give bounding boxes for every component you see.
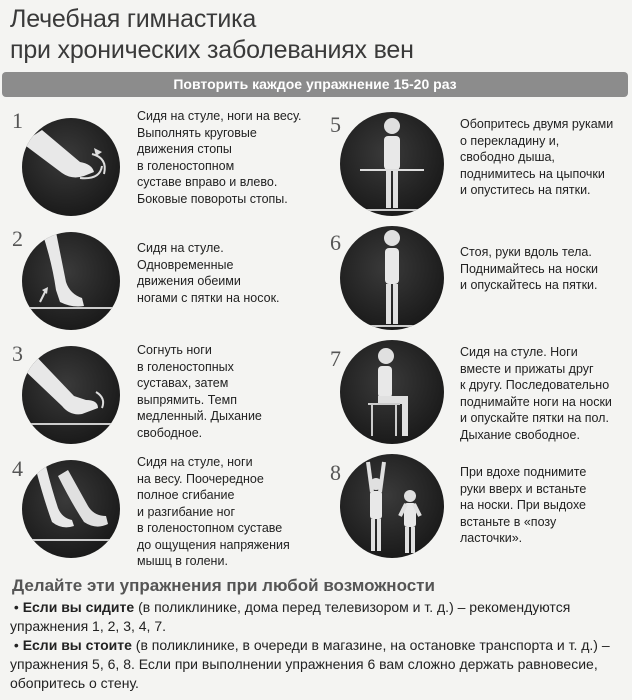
sitting-text: (в поликлинике, дома перед телевизором и т. д.) – рекомендуются упражнения 1, 2, 3, 4, 7.: [10, 599, 571, 634]
title-line-2: при хронических заболеваниях вен: [10, 36, 414, 64]
arms-up-swallow-icon: [340, 454, 444, 558]
standing-label: Если вы стоите: [22, 637, 132, 653]
exercise-6-illustration: [340, 226, 444, 330]
exercise-1-illustration: [22, 118, 120, 216]
exercise-8-text: При вдохе поднимите руки вверх и встаньте на носки. При выдохе встаньте в «позу ласточки».: [460, 465, 587, 545]
standing-rise-icon: [340, 226, 444, 330]
exercise-2-number: 2: [12, 226, 23, 251]
sitting-recommendation: [10, 598, 625, 636]
exercise-1-text: Сидя на стуле, ноги на весу. Выполнять круговые движения стопы в голеностопном суставе вправо и влево. Боковые повороты стопы.: [137, 109, 302, 206]
foot-rotation-icon: [22, 118, 120, 216]
tiptoe-bar-icon: [340, 112, 444, 216]
exercise-4-number: 4: [12, 456, 23, 481]
standing-bullet: •: [13, 637, 19, 653]
seated-toe-raise-icon: [340, 340, 444, 444]
exercise-8-illustration: [340, 454, 444, 558]
exercise-6-text: Стоя, руки вдоль тела. Поднимайтесь на носки и опускайтесь на пятки.: [460, 245, 599, 292]
page-title: [10, 4, 622, 66]
bottom-heading: Делайте эти упражнения при любой возможности: [12, 576, 435, 595]
exercise-6-number: 6: [330, 230, 341, 255]
exercise-5-illustration: [340, 112, 444, 216]
exercise-8-number: 8: [330, 460, 341, 485]
standing-recommendation: [10, 636, 625, 693]
exercise-5-number: 5: [330, 112, 341, 137]
exercise-4-text: Сидя на стуле, ноги на весу. Поочередное полное сгибание и разгибание ног в голеностопном суставе до ощущения напряжения мышц в голени.: [137, 455, 290, 568]
alternating-flex-icon: [22, 460, 120, 558]
exercise-7-text: Сидя на стуле. Ноги вместе и прижаты друг к другу. Последовательно поднимайте ноги на носки и опускайте пятки на пол. Дыхание свободное.: [460, 345, 612, 442]
exercise-2-illustration: [22, 232, 120, 330]
sitting-bullet: •: [13, 599, 19, 615]
exercise-7-illustration: [340, 340, 444, 444]
ankle-flex-icon: [22, 346, 120, 444]
heel-toe-icon: [22, 232, 120, 330]
standing-text: (в поликлинике, в очереди в магазине, на остановке транспорта и т. д.) – упражнения 5, 6, 8. Если при выполнении упражнения 6 вам сложно держать равновесие, обопритесь о стену.: [10, 637, 610, 691]
title-line-1: Лечебная гимнастика: [10, 5, 257, 33]
exercise-1-number: 1: [12, 108, 23, 133]
exercise-5-text: Обопритесь двумя руками о перекладину и, свободно дыша, поднимитесь на цыпочки и опуститесь на пятки.: [460, 117, 614, 197]
exercise-2-text: Сидя на стуле. Одновременные движения обеими ногами с пятки на носок.: [137, 241, 280, 305]
exercise-7-number: 7: [330, 346, 341, 371]
exercise-3-text: Согнуть ноги в голеностопных суставах, затем выпрямить. Темп медленный. Дыхание свободное.: [137, 343, 262, 440]
exercise-3-number: 3: [12, 341, 23, 366]
repeat-banner: Повторить каждое упражнение 15-20 раз: [2, 72, 628, 97]
exercise-3-illustration: [22, 346, 120, 444]
exercise-4-illustration: [22, 460, 120, 558]
sitting-label: Если вы сидите: [22, 599, 135, 615]
